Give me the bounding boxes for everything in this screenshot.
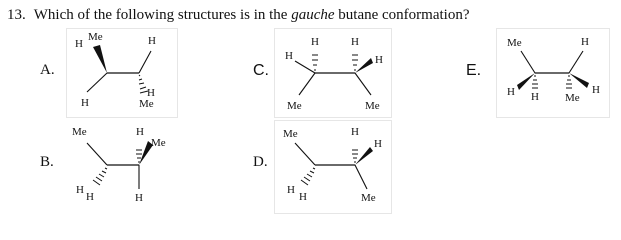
- option-a-bond-lower-left: [87, 73, 107, 92]
- option-c-label-me-lower-left: Me: [287, 100, 302, 112]
- option-c-label-h-upper-left: H: [311, 36, 319, 48]
- option-b-label-h-lower-right: H: [135, 192, 143, 204]
- option-d-hash-lower-left: [301, 168, 315, 185]
- option-e-letter: E.: [466, 62, 482, 79]
- option-e-wedge-lower-right: [569, 73, 589, 88]
- option-d-bond-upper-left: [295, 143, 315, 165]
- question-stem-end: butane conformation?: [334, 7, 470, 23]
- option-c-label-h-upper-right-2: H: [375, 54, 383, 66]
- option-d-label-h-upper-right: H: [351, 126, 359, 138]
- option-c-diagram: [275, 29, 391, 117]
- option-e-bond-upper-right: [569, 51, 583, 73]
- option-e-label-h-lower-left-2: H: [531, 91, 539, 103]
- option-c-hash-upper-left: [312, 55, 318, 70]
- option-e-label-h-upper-right: H: [581, 36, 589, 48]
- option-e-label-h-lower-right: H: [592, 84, 600, 96]
- question-italic-term: gauche: [291, 7, 335, 23]
- option-a-structure[interactable]: [66, 28, 178, 118]
- option-a-label-h-lower-left: H: [81, 97, 89, 109]
- option-d-letter: D.: [253, 154, 268, 170]
- option-e-hash-lower-left: [532, 76, 538, 88]
- option-b-letter: B.: [40, 154, 54, 170]
- option-c-letter: C.: [253, 62, 269, 79]
- question-text: [7, 7, 469, 24]
- option-d-label-me-lower: Me: [361, 192, 376, 204]
- option-a-label-me-lower: Me: [139, 98, 154, 110]
- option-e-label-me-lower: Me: [565, 92, 580, 104]
- option-d-structure[interactable]: [274, 120, 392, 214]
- option-a-label-h-upper-left: H: [75, 38, 83, 50]
- option-a-wedge-upper-left: [93, 45, 107, 73]
- option-c-bond-upper-left: [295, 61, 315, 73]
- option-a-bond-upper-right: [139, 51, 151, 73]
- option-e-wedge-lower-left: [517, 73, 535, 90]
- option-b-label-h-lower-left-1: H: [76, 184, 84, 196]
- option-b-hash-lower-left: [93, 168, 107, 185]
- option-e-hash-lower-right: [566, 76, 572, 88]
- option-b-label-me-upper: Me: [72, 126, 87, 138]
- option-c-hash-upper-right: [352, 55, 358, 70]
- option-c-label-me-lower-right: Me: [365, 100, 380, 112]
- option-d-diagram: [275, 121, 391, 213]
- question-stem: Which of the following structures is in the: [33, 7, 292, 23]
- option-b-diagram: [67, 121, 177, 213]
- option-d-label-h-lower-left-1: H: [287, 184, 295, 196]
- option-d-label-me-upper: Me: [283, 128, 298, 140]
- option-d-bond-lower-right: [355, 165, 367, 189]
- option-e-label-me-upper: Me: [507, 37, 522, 49]
- question-number: 13.: [7, 7, 26, 23]
- option-d-label-h-upper-right-2: H: [374, 138, 382, 150]
- option-e-label-h-lower-left-1: H: [507, 86, 515, 98]
- option-c-structure[interactable]: [274, 28, 392, 118]
- option-c-label-h-upper-left-2: H: [285, 50, 293, 62]
- option-a-label-me-upper: Me: [88, 31, 103, 43]
- option-b-label-h-lower-left-2: H: [86, 191, 94, 203]
- option-a-label-h-lower-right: H: [147, 87, 155, 99]
- option-e-structure[interactable]: [496, 28, 610, 118]
- option-e-bond-upper-left: [521, 51, 535, 73]
- option-d-label-h-lower-left-2: H: [299, 191, 307, 203]
- option-a-diagram: [67, 29, 177, 117]
- option-b-structure[interactable]: [66, 120, 178, 214]
- option-a-label-h-upper-right: H: [148, 35, 156, 47]
- option-d-hash-upper-right: [352, 150, 358, 162]
- option-b-label-h-upper: H: [136, 126, 144, 138]
- option-b-label-me-upper-right: Me: [151, 137, 166, 149]
- option-b-bond-upper-left: [87, 143, 107, 165]
- option-c-bond-lower-right: [355, 73, 371, 95]
- option-e-diagram: [497, 29, 609, 117]
- option-c-label-h-upper-right: H: [351, 36, 359, 48]
- option-c-bond-lower-left: [299, 73, 315, 95]
- option-a-letter: A.: [40, 62, 55, 78]
